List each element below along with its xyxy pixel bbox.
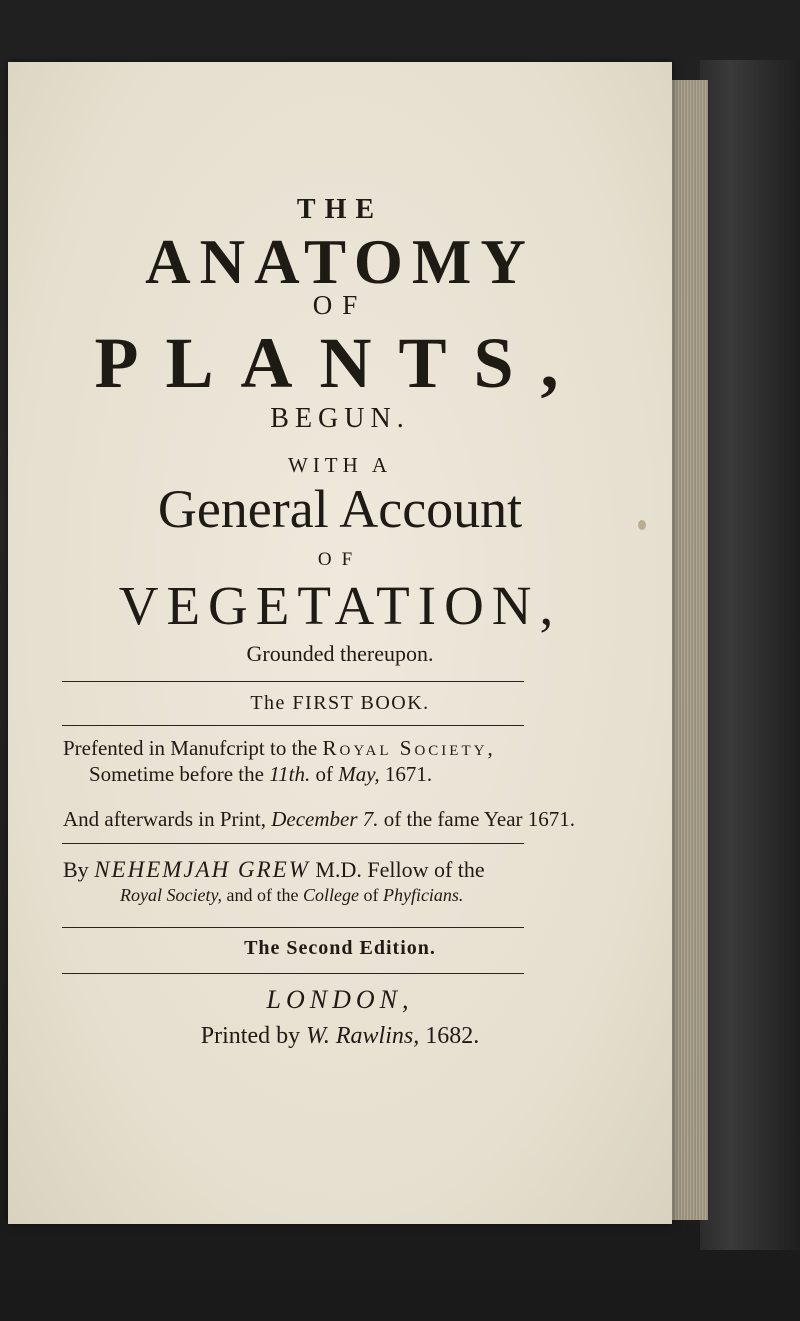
print-date: December 7. [271,807,379,831]
royal-society-text: Royal Society, [322,736,496,760]
imprint-city: LONDON, [266,985,414,1014]
author-degree: M.D. Fellow of the [309,857,485,882]
date-month: May, [338,762,380,786]
imprint-line [8,1024,672,1048]
title-plants: PLANTS, [94,323,586,403]
affiliation-college: College [302,885,359,905]
affiliation-line [120,886,590,904]
afterwards-suffix: of the fame Year 1671. [378,807,576,831]
and-of-the: and of the [221,885,303,905]
rule-divider [62,681,524,682]
title-anatomy: ANATOMY [145,227,535,297]
presented-line [63,738,533,759]
subtitle-general-account: General Account [157,479,523,539]
afterwards-text: And afterwards in Print, [63,807,272,831]
book-label: The FIRST BOOK. [250,692,430,714]
page-edges [672,80,708,1220]
sometime-line [89,764,559,785]
by-word: By [63,857,95,882]
title-the: THE [296,194,384,225]
subtitle-grounded: Grounded thereupon. [246,641,434,666]
subtitle-with-a: WITH A [287,453,393,477]
affiliation-royal-society: Royal Society, [120,885,222,905]
printed-by: Printed by [200,1023,307,1049]
printer-name: W. Rawlins, [306,1023,420,1049]
sometime-text: Sometime before the [89,762,270,786]
author-line [63,858,533,881]
subtitle-vegetation: VEGETATION, [118,575,562,636]
subtitle-of: OF [317,549,363,570]
rule-divider [62,843,524,844]
rule-divider [62,927,524,928]
rule-divider [62,725,524,726]
book-cover-edge [700,60,800,1250]
edition-label: The Second Edition. [244,937,436,959]
title-of: OF [312,290,368,320]
affiliation-physicians: Phyficians. [382,885,464,905]
author-name: NEHEMJAH GREW [94,857,310,882]
date-day: 11th. [269,762,311,786]
title-begun: BEGUN. [270,403,410,434]
rule-divider [62,973,524,974]
of-word: of [358,885,383,905]
afterwards-line [63,807,576,831]
imprint-year: 1682. [419,1023,480,1049]
of-word: of [310,762,339,786]
date-year: 1671. [379,762,433,786]
presented-text: Prefented in Manufcript to the [63,736,323,760]
